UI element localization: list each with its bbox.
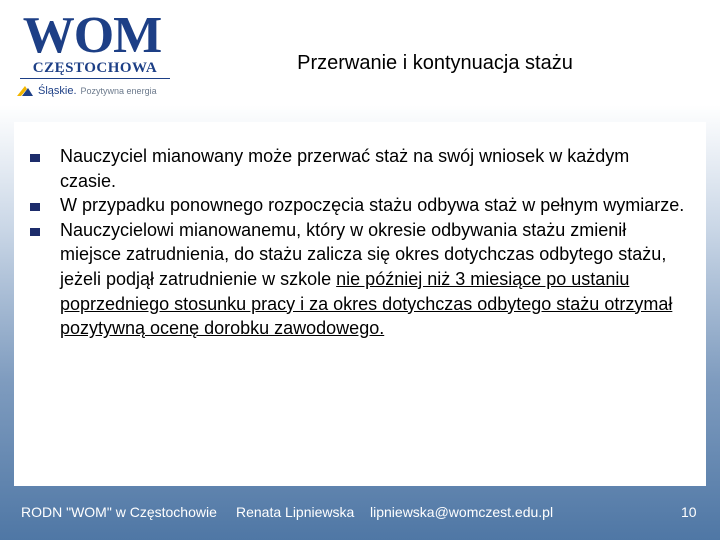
bullet-item xyxy=(28,144,688,193)
bullet-square-icon xyxy=(30,203,40,211)
region-name: Śląskie. xyxy=(38,85,77,97)
footer-email: lipniewska@womczest.edu.pl xyxy=(370,504,554,520)
page-number: 10 xyxy=(681,504,697,520)
logo-divider xyxy=(20,78,170,79)
bullet-text: Nauczycielowi mianowanemu, który w okresie odbywania stażu zmienił miejsce zatrudnienia, do stażu zalicza się okres dotychczas odbytego stażu, jeżeli podjął zatrudnienie w szkole xyxy=(60,219,667,289)
slide-footer xyxy=(0,500,720,524)
slide-title: Przerwanie i kontynuacja stażu xyxy=(297,52,573,74)
bullet-text: W przypadku ponownego rozpoczęcia stażu odbywa staż w pełnym wymiarze. xyxy=(60,195,685,216)
bullet-square-icon xyxy=(30,228,40,236)
bullet-item xyxy=(28,218,688,341)
slide-header xyxy=(0,0,720,110)
region-slogan: Pozytywna energia xyxy=(80,86,157,96)
bullet-list xyxy=(28,144,688,341)
logo-city: CZĘSTOCHOWA xyxy=(32,60,158,76)
bullet-square-icon xyxy=(30,154,40,162)
bullet-text: Nauczyciel mianowany może przerwać staż na swój wniosek w każdym czasie. xyxy=(60,146,630,191)
content-panel xyxy=(14,122,706,486)
bullet-item xyxy=(28,193,688,218)
region-branding xyxy=(16,82,157,100)
logo-wordmark: WOM xyxy=(22,7,162,64)
region-logo-icon xyxy=(16,84,34,98)
footer-author: Renata Lipniewska xyxy=(236,504,355,520)
wom-logo xyxy=(12,8,172,100)
footer-organization: RODN "WOM" w Częstochowie xyxy=(21,504,217,520)
bullet-text-underlined: nie później niż 3 miesiące po ustaniu poprzedniego stosunku pracy i za okres dotychczas odbytego stażu otrzymał pozytywną ocenę dorobku zawodowego. xyxy=(60,268,673,339)
